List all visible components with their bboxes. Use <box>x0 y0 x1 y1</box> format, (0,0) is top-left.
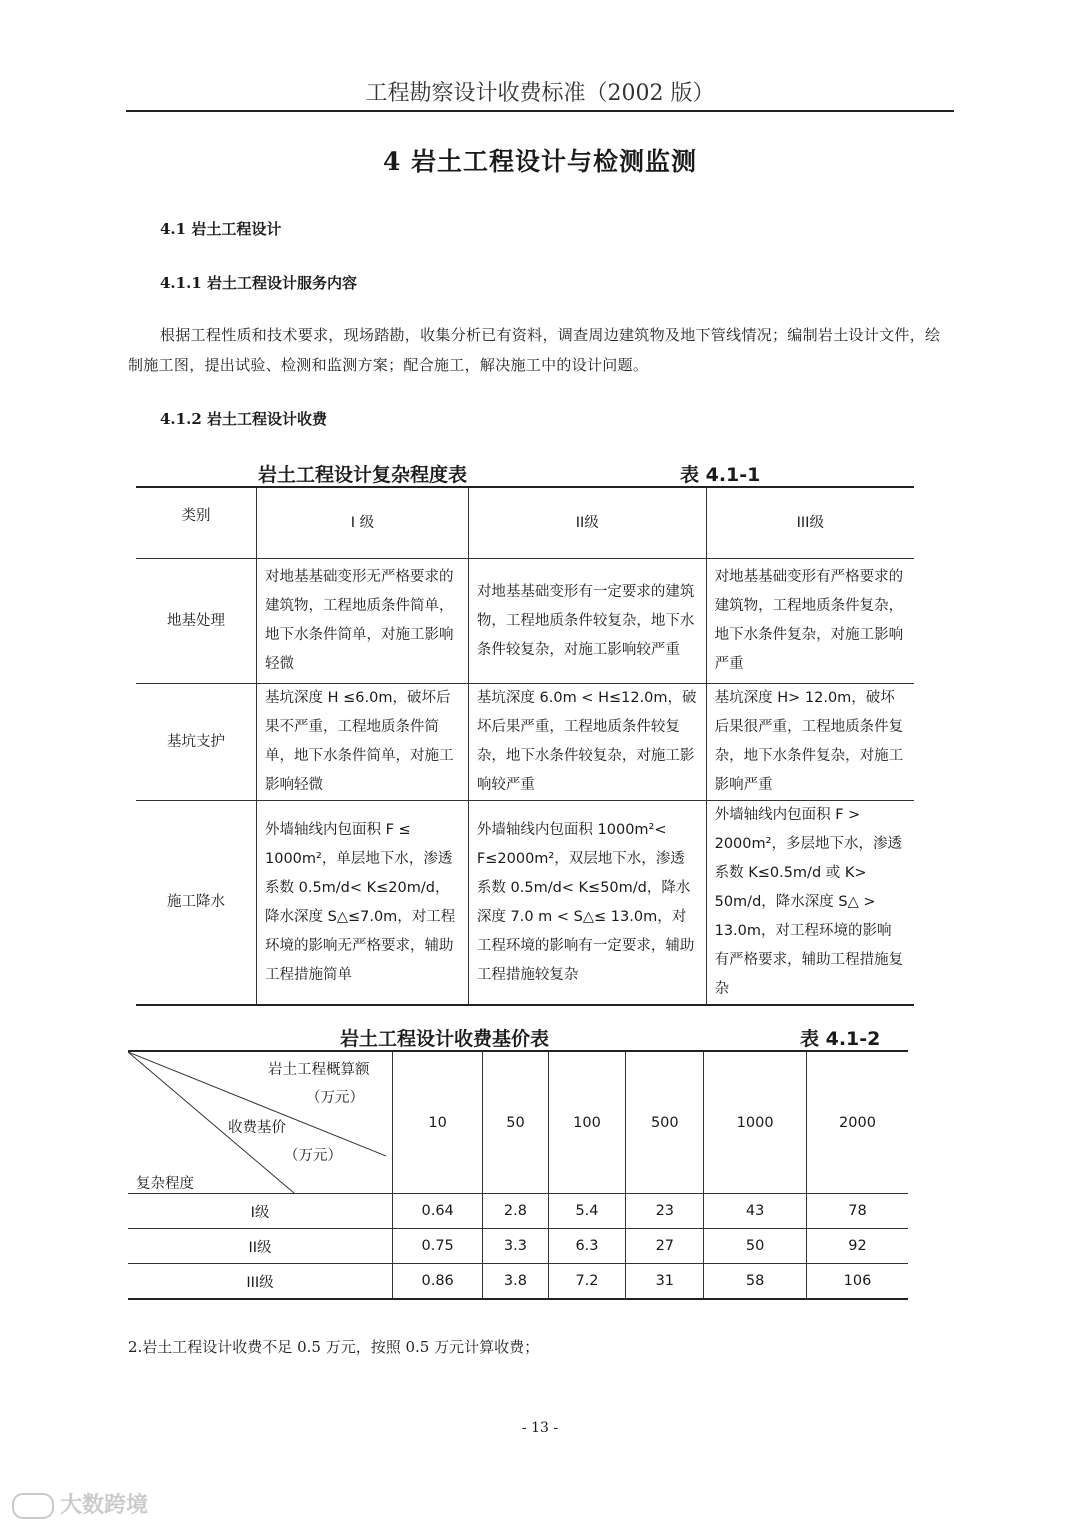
table-cell: 基坑深度 6.0m < H≤12.0m，破坏后果严重，工程地质条件较复杂，地下水条件较复杂，对施工影响较严重 <box>468 684 706 801</box>
section-4-1-1-heading: 4.1.1 岩土工程设计服务内容 <box>160 274 357 292</box>
chapter-title: 4 岩土工程设计与检测监测 <box>382 147 698 176</box>
table-row <box>128 1194 908 1229</box>
table-cell: 对地基基础变形无严格要求的建筑物，工程地质条件简单，地下水条件简单，对施工影响轻微 <box>257 559 469 684</box>
row-label: 施工降水 <box>136 801 257 1006</box>
table-cell: 50 <box>704 1229 807 1264</box>
table-cell: 对地基基础变形有一定要求的建筑物，工程地质条件较复杂，地下水条件较复杂，对施工影响较严重 <box>468 559 706 684</box>
complexity-table <box>136 486 914 1006</box>
table2-caption: 岩土工程设计收费基价表 <box>340 1028 550 1050</box>
table2-number: 表 4.1-2 <box>800 1028 881 1050</box>
table-cell: 外墙轴线内包面积 F ≤ 1000m²，单层地下水，渗透系数 0.5m/d< K≤20m/d，降水深度 S△≤7.0m，对工程环境的影响无严格要求，辅助工程措施简单 <box>257 801 469 1006</box>
table-cell: 0.75 <box>393 1229 483 1264</box>
table-cell: 7.2 <box>548 1264 626 1300</box>
corner-estimate-label: 岩土工程概算额 <box>268 1062 370 1078</box>
table-cell: 6.3 <box>548 1229 626 1264</box>
table-row <box>128 1229 908 1264</box>
column-header: 100 <box>548 1051 626 1194</box>
row-label: II级 <box>128 1229 393 1264</box>
page-number: - 13 - <box>521 1420 559 1436</box>
watermark-text: 大数跨境 <box>60 1493 149 1518</box>
table-cell: 对地基基础变形有严格要求的建筑物，工程地质条件复杂，地下水条件复杂，对施工影响严重 <box>706 559 914 684</box>
table-cell: 78 <box>807 1194 908 1229</box>
fee-note: 2.岩土工程设计收费不足 0.5 万元，按照 0.5 万元计算收费； <box>128 1338 540 1356</box>
table-cell: 43 <box>704 1194 807 1229</box>
table1-caption: 岩土工程设计复杂程度表 <box>258 464 468 486</box>
table-cell: 3.8 <box>483 1264 548 1300</box>
watermark <box>12 1488 148 1519</box>
table-cell: 23 <box>626 1194 704 1229</box>
table-row <box>136 801 914 1006</box>
column-header: 50 <box>483 1051 548 1194</box>
table-cell: 0.86 <box>393 1264 483 1300</box>
corner-price-label: 收费基价 <box>228 1120 286 1136</box>
section-4-1-heading: 4.1 岩土工程设计 <box>160 220 282 238</box>
table1-header-grade-2: II级 <box>468 487 706 559</box>
table2-corner-cell <box>128 1051 393 1194</box>
row-label: 地基处理 <box>136 559 257 684</box>
table-cell: 31 <box>626 1264 704 1300</box>
column-header: 500 <box>626 1051 704 1194</box>
column-header: 1000 <box>704 1051 807 1194</box>
table-cell: 基坑深度 H> 12.0m，破坏后果很严重，工程地质条件复杂，地下水条件复杂，对施工影响严重 <box>706 684 914 801</box>
row-label: I级 <box>128 1194 393 1229</box>
corner-complexity-label: 复杂程度 <box>136 1176 194 1192</box>
watermark-logo-icon <box>12 1493 54 1519</box>
table1-number: 表 4.1-1 <box>680 464 761 486</box>
table-row <box>136 559 914 684</box>
table-cell: 基坑深度 H ≤6.0m，破坏后果不严重，工程地质条件简单，地下水条件简单，对施工影响轻微 <box>257 684 469 801</box>
table-cell: 58 <box>704 1264 807 1300</box>
table-cell: 5.4 <box>548 1194 626 1229</box>
table1-header-grade-3: III级 <box>706 487 914 559</box>
service-content-paragraph: 根据工程性质和技术要求，现场踏勘，收集分析已有资料，调查周边建筑物及地下管线情况；编制岩土设计文件，绘制施工图，提出试验、检测和监测方案；配合施工，解决施工中的设计问题。 <box>128 326 941 374</box>
table-cell: 92 <box>807 1229 908 1264</box>
row-label: III级 <box>128 1264 393 1300</box>
table-cell: 3.3 <box>483 1229 548 1264</box>
table-cell: 外墙轴线内包面积 1000m²< F≤2000m²，双层地下水，渗透系数 0.5m/d< K≤50m/d，降水深度 7.0 m < S△≤ 13.0m，对工程环境的影响有一定要求，辅助工程措施较复杂 <box>468 801 706 1006</box>
table-cell: 27 <box>626 1229 704 1264</box>
table-cell: 0.64 <box>393 1194 483 1229</box>
table-row <box>136 684 914 801</box>
table-row <box>128 1264 908 1300</box>
corner-estimate-unit: （万元） <box>306 1090 364 1106</box>
section-4-1-2-heading: 4.1.2 岩土工程设计收费 <box>160 410 327 428</box>
running-header: 工程勘察设计收费标准（2002 版） <box>126 76 954 112</box>
table-cell: 2.8 <box>483 1194 548 1229</box>
row-label: 基坑支护 <box>136 684 257 801</box>
table1-header-grade-1: I 级 <box>257 487 469 559</box>
corner-price-unit: （万元） <box>284 1148 342 1164</box>
base-price-table <box>128 1050 908 1300</box>
column-header: 10 <box>393 1051 483 1194</box>
table1-header-category: 类别 <box>136 487 257 559</box>
table-cell: 外墙轴线内包面积 F > 2000m²，多层地下水，渗透系数 K≤0.5m/d 或 K> 50m/d，降水深度 S△ > 13.0m，对工程环境的影响有严格要求，辅助工程措施复杂 <box>706 801 914 1006</box>
table-cell: 106 <box>807 1264 908 1300</box>
column-header: 2000 <box>807 1051 908 1194</box>
